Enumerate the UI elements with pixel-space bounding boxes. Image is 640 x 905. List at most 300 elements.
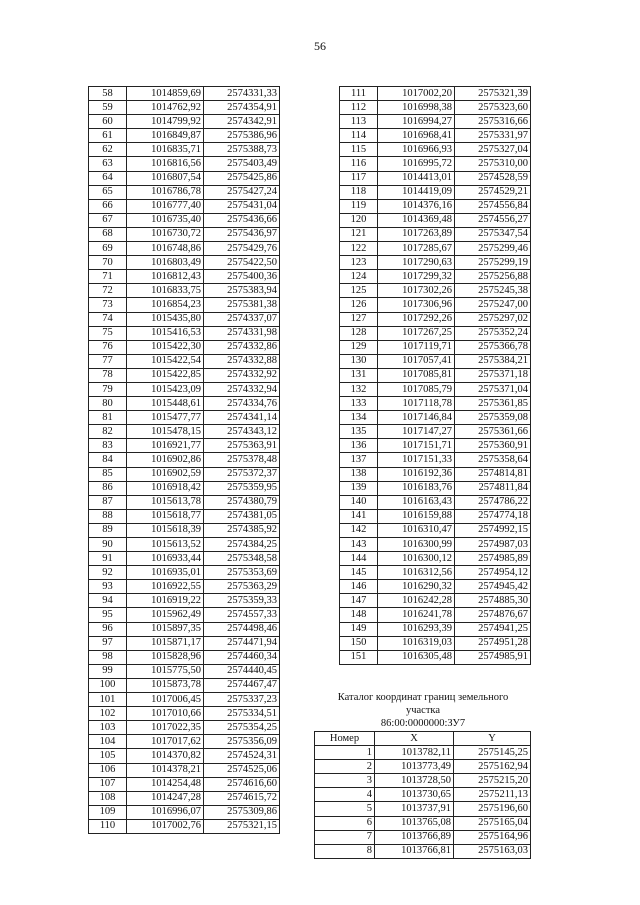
coord-x: 1017263,89 — [378, 227, 455, 241]
coord-y: 2574557,33 — [204, 608, 280, 622]
point-number: 83 — [89, 439, 127, 453]
table-row — [340, 368, 531, 382]
table-row — [315, 802, 531, 816]
table-row — [340, 101, 531, 115]
coord-y: 2575353,69 — [204, 566, 280, 580]
point-number: 98 — [89, 650, 127, 664]
table-row — [340, 199, 531, 213]
coord-x: 1017119,71 — [378, 340, 455, 354]
coord-y: 2574354,91 — [204, 101, 280, 115]
point-number: 77 — [89, 354, 127, 368]
coord-x: 1016242,28 — [378, 594, 455, 608]
coord-y: 2575429,76 — [204, 242, 280, 256]
coord-y: 2574985,89 — [455, 552, 531, 566]
coord-x: 1016748,86 — [127, 242, 204, 256]
table-row — [89, 707, 280, 721]
point-number: 102 — [89, 707, 127, 721]
coord-x: 1016241,78 — [378, 608, 455, 622]
coord-x: 1014859,69 — [127, 87, 204, 101]
point-number: 133 — [340, 397, 378, 411]
coord-x: 1013782,11 — [375, 746, 454, 760]
table-row — [340, 397, 531, 411]
coord-x: 1017151,71 — [378, 439, 455, 453]
point-number: 108 — [89, 791, 127, 805]
coord-x: 1017151,33 — [378, 453, 455, 467]
table-row — [340, 242, 531, 256]
table-row — [89, 242, 280, 256]
point-number: 140 — [340, 495, 378, 509]
point-number: 124 — [340, 270, 378, 284]
table-row — [89, 735, 280, 749]
coord-y: 2575436,97 — [204, 227, 280, 241]
coord-y: 2575316,66 — [455, 115, 531, 129]
point-number: 72 — [89, 284, 127, 298]
coord-x: 1016966,93 — [378, 143, 455, 157]
table-row — [89, 791, 280, 805]
coord-x: 1017292,26 — [378, 312, 455, 326]
coord-y: 2575359,08 — [455, 411, 531, 425]
coord-x: 1015897,35 — [127, 622, 204, 636]
table-row — [340, 608, 531, 622]
table-row — [340, 622, 531, 636]
point-number: 59 — [89, 101, 127, 115]
point-number: 113 — [340, 115, 378, 129]
point-number: 88 — [89, 509, 127, 523]
catalog-caption — [316, 691, 530, 730]
coord-x: 1015962,49 — [127, 608, 204, 622]
coord-y: 2574332,92 — [204, 368, 280, 382]
table-row — [89, 453, 280, 467]
coord-y: 2574471,94 — [204, 636, 280, 650]
coord-x: 1016192,36 — [378, 467, 455, 481]
coord-y: 2574811,84 — [455, 481, 531, 495]
point-number: 99 — [89, 664, 127, 678]
coord-y: 2575331,97 — [455, 129, 531, 143]
coord-x: 1016902,86 — [127, 453, 204, 467]
coord-y: 2575378,48 — [204, 453, 280, 467]
coord-y: 2575256,88 — [455, 270, 531, 284]
coord-x: 1016300,12 — [378, 552, 455, 566]
coord-x: 1016159,88 — [378, 509, 455, 523]
coord-x: 1013773,49 — [375, 760, 454, 774]
point-number: 141 — [340, 509, 378, 523]
point-number: 86 — [89, 481, 127, 495]
coord-x: 1017002,20 — [378, 87, 455, 101]
point-number: 80 — [89, 397, 127, 411]
coord-x: 1017290,63 — [378, 256, 455, 270]
coord-x: 1016994,27 — [378, 115, 455, 129]
table-row — [89, 227, 280, 241]
coord-x: 1015775,50 — [127, 664, 204, 678]
coord-x: 1017302,26 — [378, 284, 455, 298]
coord-y: 2575371,04 — [455, 382, 531, 396]
table-row — [340, 481, 531, 495]
table-row — [89, 608, 280, 622]
point-number: 91 — [89, 552, 127, 566]
point-number: 63 — [89, 157, 127, 171]
coord-x: 1016300,99 — [378, 538, 455, 552]
table-row — [315, 830, 531, 844]
coord-y: 2575431,04 — [204, 199, 280, 213]
header-x: X — [375, 732, 454, 746]
table-row — [340, 566, 531, 580]
coord-x: 1013765,08 — [375, 816, 454, 830]
coord-x: 1017085,81 — [378, 368, 455, 382]
coord-x: 1015618,77 — [127, 509, 204, 523]
point-number: 115 — [340, 143, 378, 157]
coord-y: 2575356,09 — [204, 735, 280, 749]
coord-y: 2574951,28 — [455, 636, 531, 650]
point-number: 104 — [89, 735, 127, 749]
table-row — [340, 129, 531, 143]
point-number: 134 — [340, 411, 378, 425]
coord-y: 2574385,92 — [204, 523, 280, 537]
table-row — [340, 115, 531, 129]
coord-y: 2575348,58 — [204, 552, 280, 566]
point-number: 107 — [89, 777, 127, 791]
table-row — [340, 552, 531, 566]
table-row — [89, 213, 280, 227]
coord-x: 1017306,96 — [378, 298, 455, 312]
table-row — [89, 143, 280, 157]
coord-x: 1016921,77 — [127, 439, 204, 453]
table-row — [89, 312, 280, 326]
point-number: 137 — [340, 453, 378, 467]
coord-y: 2574885,30 — [455, 594, 531, 608]
point-number: 111 — [340, 87, 378, 101]
table-row — [89, 805, 280, 819]
point-number: 76 — [89, 340, 127, 354]
point-number: 130 — [340, 354, 378, 368]
table-row — [89, 270, 280, 284]
coord-y: 2575310,00 — [455, 157, 531, 171]
coordinates-table-left — [88, 86, 280, 834]
point-number: 92 — [89, 566, 127, 580]
coord-y: 2574334,76 — [204, 397, 280, 411]
coord-y: 2575162,94 — [454, 760, 531, 774]
coord-y: 2574381,05 — [204, 509, 280, 523]
coord-y: 2574332,94 — [204, 382, 280, 396]
caption-line-1: Каталог координат границ земельного — [337, 692, 509, 703]
coord-y: 2574342,91 — [204, 115, 280, 129]
coord-y: 2574332,86 — [204, 340, 280, 354]
coord-x: 1016730,72 — [127, 227, 204, 241]
coord-y: 2574945,42 — [455, 580, 531, 594]
coord-y: 2575323,60 — [455, 101, 531, 115]
coord-x: 1014419,09 — [378, 185, 455, 199]
point-number: 120 — [340, 213, 378, 227]
point-number: 60 — [89, 115, 127, 129]
table-row — [315, 844, 531, 858]
point-number: 123 — [340, 256, 378, 270]
coord-y: 2575164,96 — [454, 830, 531, 844]
point-number: 143 — [340, 538, 378, 552]
coord-y: 2575384,21 — [455, 354, 531, 368]
coord-x: 1016935,01 — [127, 566, 204, 580]
point-number: 58 — [89, 87, 127, 101]
table-row — [89, 495, 280, 509]
point-number: 6 — [315, 816, 375, 830]
coord-x: 1016835,71 — [127, 143, 204, 157]
point-number: 94 — [89, 594, 127, 608]
coord-y: 2575347,54 — [455, 227, 531, 241]
coord-x: 1015435,80 — [127, 312, 204, 326]
table-row — [340, 636, 531, 650]
point-number: 8 — [315, 844, 375, 858]
table-row — [340, 538, 531, 552]
table-row — [89, 636, 280, 650]
point-number: 127 — [340, 312, 378, 326]
coord-x: 1015422,85 — [127, 368, 204, 382]
coord-y: 2575334,51 — [204, 707, 280, 721]
coord-y: 2574380,79 — [204, 495, 280, 509]
coord-y: 2574616,60 — [204, 777, 280, 791]
table-row — [89, 523, 280, 537]
coord-x: 1016933,44 — [127, 552, 204, 566]
coord-x: 1017285,67 — [378, 242, 455, 256]
table-row — [340, 256, 531, 270]
point-number: 93 — [89, 580, 127, 594]
coord-x: 1014254,48 — [127, 777, 204, 791]
point-number: 136 — [340, 439, 378, 453]
table-row — [340, 312, 531, 326]
coord-y: 2574467,47 — [204, 678, 280, 692]
table-row — [89, 481, 280, 495]
coord-x: 1017057,41 — [378, 354, 455, 368]
point-number: 110 — [89, 819, 127, 833]
coord-y: 2575422,50 — [204, 256, 280, 270]
point-number: 150 — [340, 636, 378, 650]
coord-x: 1014369,48 — [378, 213, 455, 227]
coord-x: 1016922,55 — [127, 580, 204, 594]
point-number: 106 — [89, 763, 127, 777]
point-number: 125 — [340, 284, 378, 298]
coord-y: 2574528,59 — [455, 171, 531, 185]
coord-x: 1016919,22 — [127, 594, 204, 608]
coord-y: 2575165,04 — [454, 816, 531, 830]
point-number: 61 — [89, 129, 127, 143]
point-number: 85 — [89, 467, 127, 481]
table-row — [89, 326, 280, 340]
table-row — [315, 760, 531, 774]
coord-x: 1016918,42 — [127, 481, 204, 495]
table-row — [89, 397, 280, 411]
coord-x: 1015871,17 — [127, 636, 204, 650]
table-row — [340, 340, 531, 354]
table-row — [340, 326, 531, 340]
point-number: 135 — [340, 425, 378, 439]
coord-y: 2575299,19 — [455, 256, 531, 270]
coord-x: 1017002,76 — [127, 819, 204, 833]
point-number: 105 — [89, 749, 127, 763]
coord-x: 1016812,43 — [127, 270, 204, 284]
table-row — [89, 439, 280, 453]
coord-x: 1016305,48 — [378, 650, 455, 664]
point-number: 117 — [340, 171, 378, 185]
coord-x: 1015613,78 — [127, 495, 204, 509]
table-row — [89, 382, 280, 396]
table-row — [340, 439, 531, 453]
point-number: 64 — [89, 171, 127, 185]
table-row — [89, 678, 280, 692]
coord-x: 1015422,30 — [127, 340, 204, 354]
coord-y: 2575215,20 — [454, 774, 531, 788]
coord-x: 1014370,82 — [127, 749, 204, 763]
point-number: 103 — [89, 721, 127, 735]
table-row — [89, 580, 280, 594]
coord-y: 2575427,24 — [204, 185, 280, 199]
coord-x: 1013737,91 — [375, 802, 454, 816]
table-row — [89, 749, 280, 763]
table-row — [89, 566, 280, 580]
coord-y: 2575388,73 — [204, 143, 280, 157]
table-row — [89, 467, 280, 481]
point-number: 67 — [89, 213, 127, 227]
coord-y: 2574341,14 — [204, 411, 280, 425]
coord-x: 1016998,38 — [378, 101, 455, 115]
coord-y: 2574814,81 — [455, 467, 531, 481]
table-row — [340, 87, 531, 101]
point-number: 114 — [340, 129, 378, 143]
point-number: 82 — [89, 425, 127, 439]
coord-x: 1016807,54 — [127, 171, 204, 185]
point-number: 95 — [89, 608, 127, 622]
coord-y: 2574343,12 — [204, 425, 280, 439]
parcel-table-header-row — [315, 732, 531, 746]
point-number: 62 — [89, 143, 127, 157]
table-row — [89, 411, 280, 425]
coord-x: 1013766,89 — [375, 830, 454, 844]
coord-y: 2575247,00 — [455, 298, 531, 312]
coord-x: 1016735,40 — [127, 213, 204, 227]
table-row — [89, 115, 280, 129]
coord-y: 2575309,86 — [204, 805, 280, 819]
point-number: 5 — [315, 802, 375, 816]
coord-y: 2575245,38 — [455, 284, 531, 298]
table-row — [340, 495, 531, 509]
coord-x: 1013730,65 — [375, 788, 454, 802]
coord-x: 1017022,35 — [127, 721, 204, 735]
table-row — [89, 101, 280, 115]
point-number: 145 — [340, 566, 378, 580]
coord-x: 1013766,81 — [375, 844, 454, 858]
table-row — [89, 664, 280, 678]
coord-x: 1016310,47 — [378, 523, 455, 537]
point-number: 66 — [89, 199, 127, 213]
point-number: 65 — [89, 185, 127, 199]
coord-x: 1015423,09 — [127, 382, 204, 396]
coordinates-table-right — [339, 86, 531, 665]
coord-x: 1016833,75 — [127, 284, 204, 298]
coord-y: 2575163,03 — [454, 844, 531, 858]
coord-y: 2574941,25 — [455, 622, 531, 636]
table-row — [340, 227, 531, 241]
coord-y: 2575299,46 — [455, 242, 531, 256]
coord-x: 1016312,56 — [378, 566, 455, 580]
point-number: 129 — [340, 340, 378, 354]
coord-x: 1017146,84 — [378, 411, 455, 425]
coord-x: 1016854,23 — [127, 298, 204, 312]
point-number: 100 — [89, 678, 127, 692]
coord-y: 2575361,66 — [455, 425, 531, 439]
coord-x: 1016777,40 — [127, 199, 204, 213]
table-row — [89, 693, 280, 707]
table-row — [340, 354, 531, 368]
point-number: 149 — [340, 622, 378, 636]
coord-y: 2574440,45 — [204, 664, 280, 678]
coord-y: 2575372,37 — [204, 467, 280, 481]
coord-y: 2575327,04 — [455, 143, 531, 157]
coord-y: 2574529,21 — [455, 185, 531, 199]
table-row — [340, 411, 531, 425]
coord-y: 2574615,72 — [204, 791, 280, 805]
coord-y: 2575359,95 — [204, 481, 280, 495]
point-number: 73 — [89, 298, 127, 312]
point-number: 68 — [89, 227, 127, 241]
table-row — [89, 284, 280, 298]
point-number: 79 — [89, 382, 127, 396]
point-number: 118 — [340, 185, 378, 199]
point-number: 144 — [340, 552, 378, 566]
coord-y: 2574332,88 — [204, 354, 280, 368]
table-row — [315, 746, 531, 760]
table-row — [89, 129, 280, 143]
table-row — [340, 213, 531, 227]
point-number: 112 — [340, 101, 378, 115]
coord-y: 2574384,25 — [204, 538, 280, 552]
table-row — [340, 298, 531, 312]
table-row — [89, 552, 280, 566]
coord-y: 2574337,07 — [204, 312, 280, 326]
point-number: 7 — [315, 830, 375, 844]
coord-x: 1017006,45 — [127, 693, 204, 707]
coord-y: 2574556,27 — [455, 213, 531, 227]
table-row — [89, 199, 280, 213]
coord-x: 1016816,56 — [127, 157, 204, 171]
point-number: 4 — [315, 788, 375, 802]
point-number: 71 — [89, 270, 127, 284]
coord-y: 2575436,66 — [204, 213, 280, 227]
point-number: 122 — [340, 242, 378, 256]
table-row — [340, 580, 531, 594]
coord-y: 2575363,91 — [204, 439, 280, 453]
coord-y: 2575211,13 — [454, 788, 531, 802]
table-row — [340, 523, 531, 537]
coord-x: 1016293,39 — [378, 622, 455, 636]
coord-y: 2575400,36 — [204, 270, 280, 284]
table-row — [89, 819, 280, 833]
table-row — [340, 453, 531, 467]
point-number: 69 — [89, 242, 127, 256]
coord-y: 2575359,33 — [204, 594, 280, 608]
parcel-coordinates-table — [314, 731, 531, 859]
table-row — [315, 774, 531, 788]
coord-x: 1016786,78 — [127, 185, 204, 199]
coord-x: 1016290,32 — [378, 580, 455, 594]
table-row — [340, 509, 531, 523]
table-row — [89, 650, 280, 664]
coord-x: 1015613,52 — [127, 538, 204, 552]
table-row — [340, 157, 531, 171]
coord-y: 2575381,38 — [204, 298, 280, 312]
point-number: 2 — [315, 760, 375, 774]
coord-x: 1017267,25 — [378, 326, 455, 340]
coord-y: 2574987,03 — [455, 538, 531, 552]
coord-x: 1016968,41 — [378, 129, 455, 143]
point-number: 109 — [89, 805, 127, 819]
table-row — [89, 425, 280, 439]
coord-y: 2575386,96 — [204, 129, 280, 143]
